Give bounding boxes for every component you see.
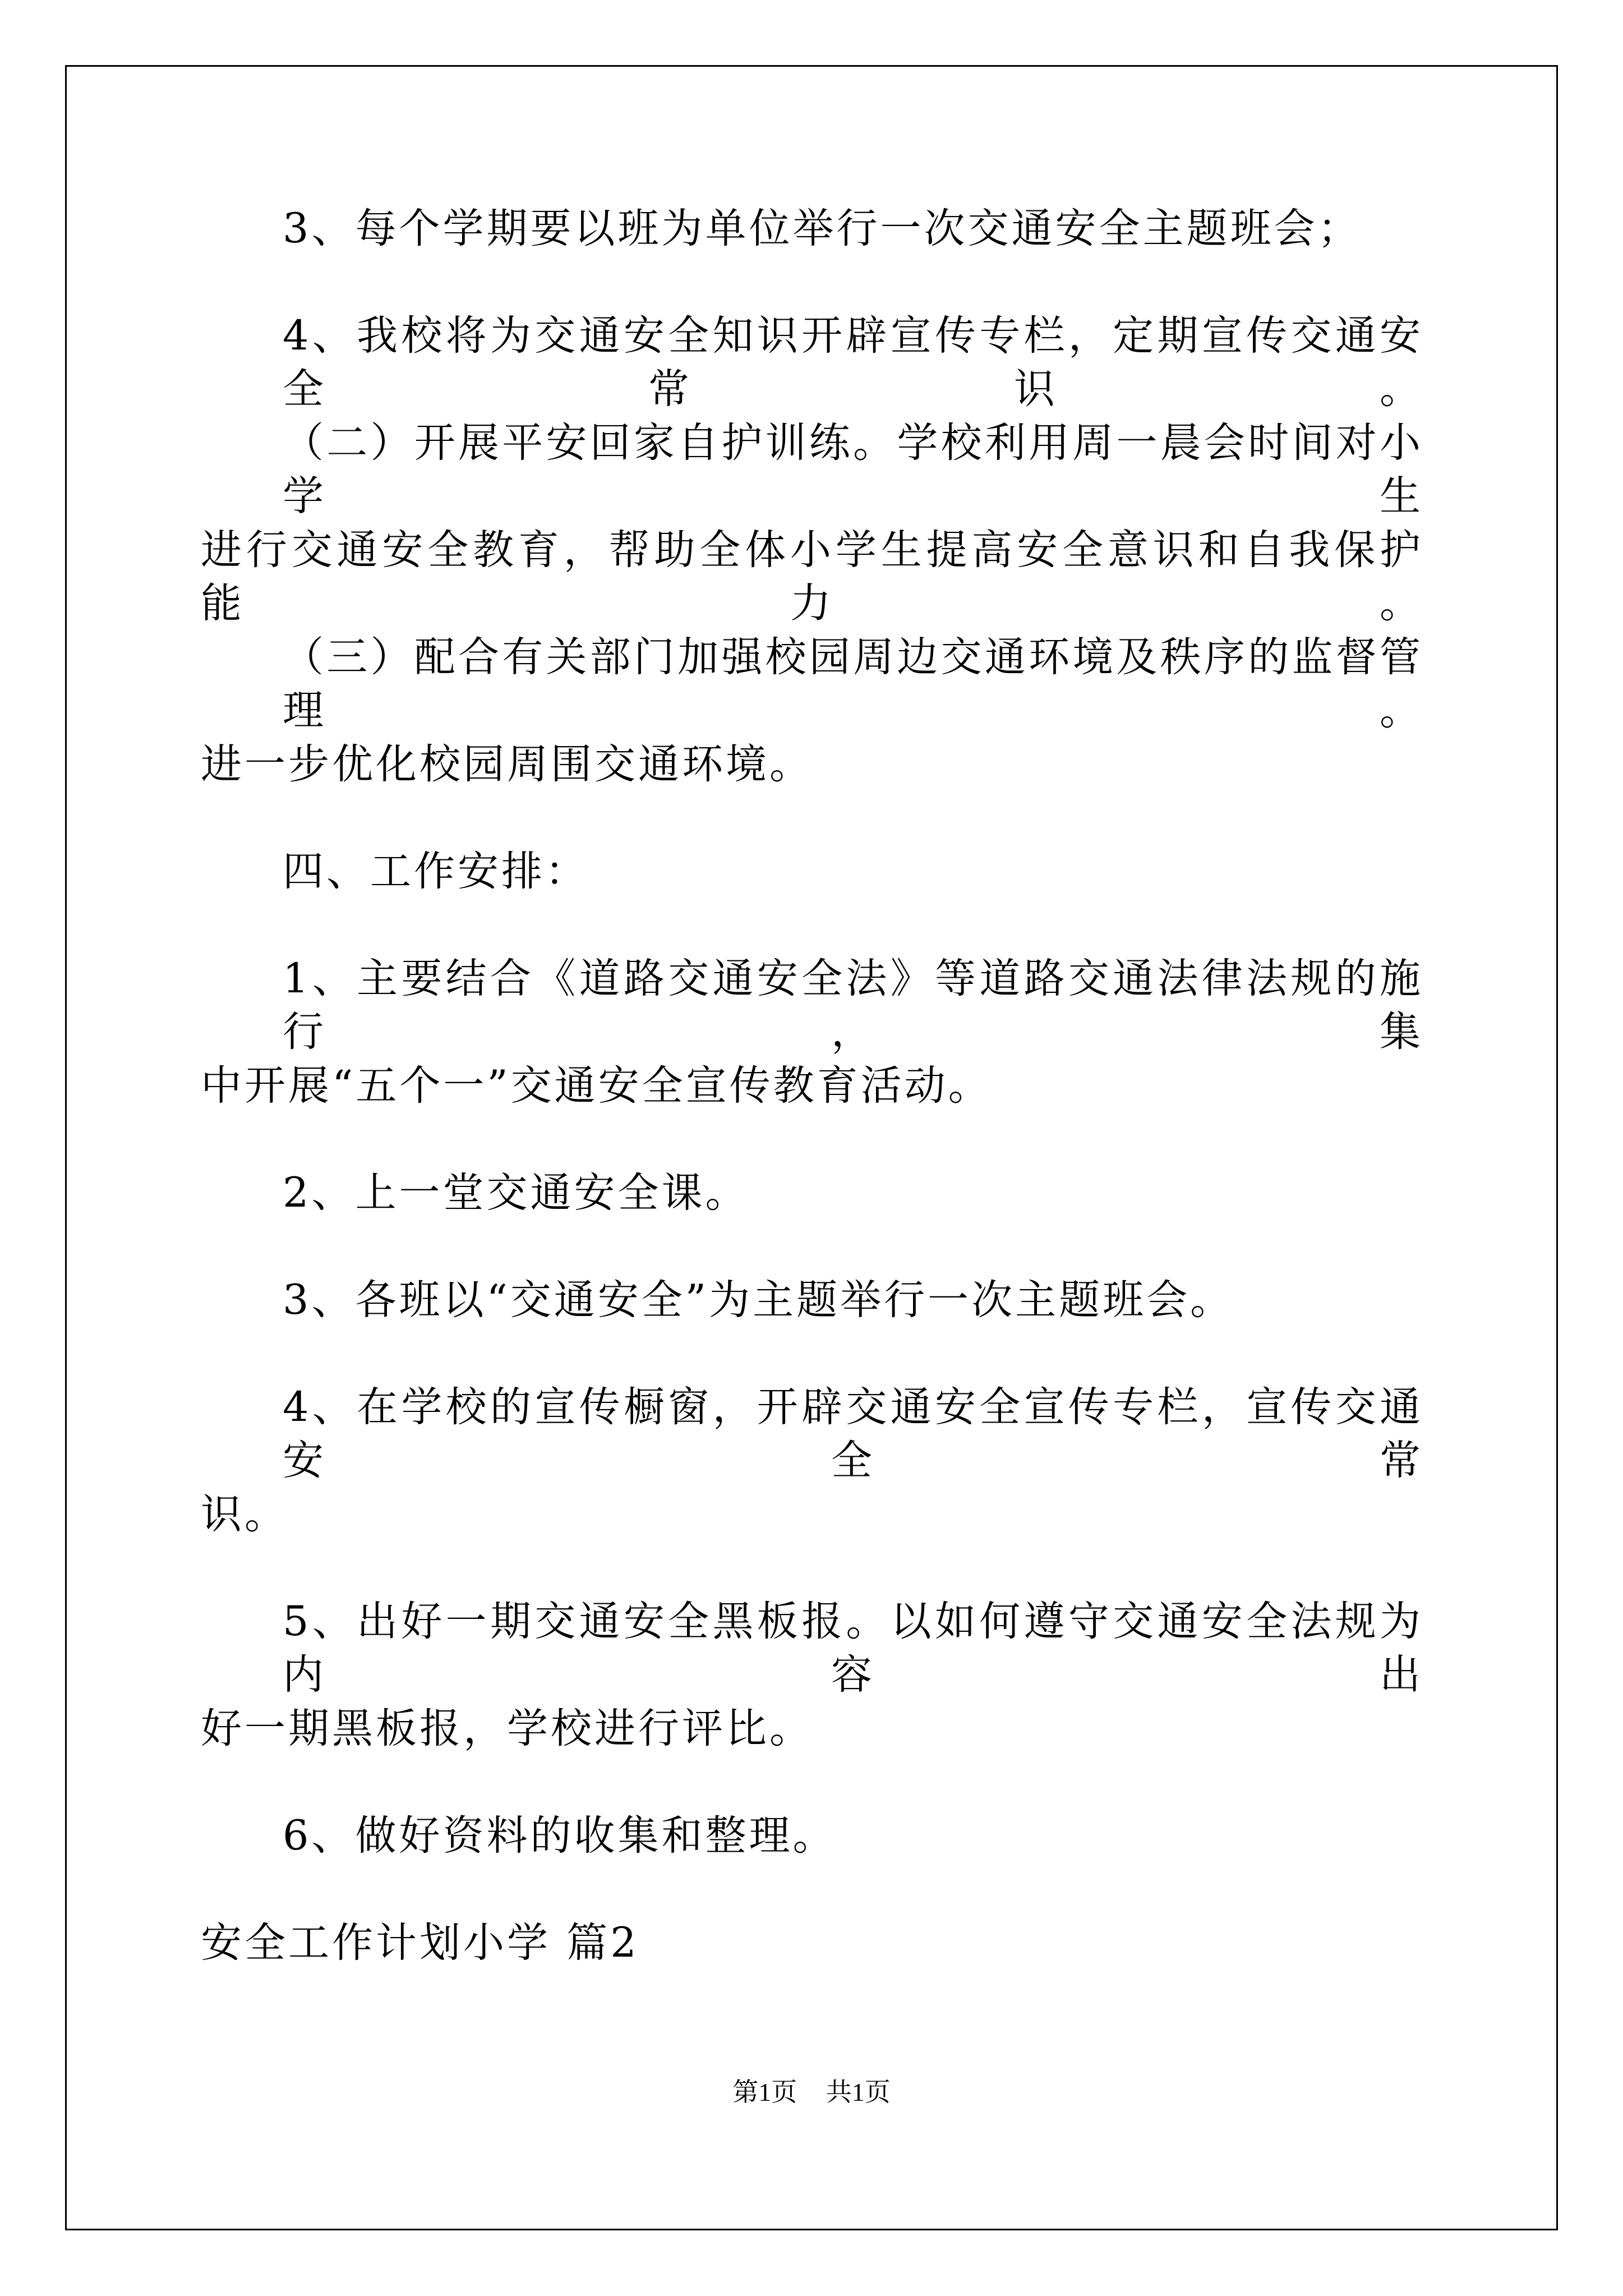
paragraph-line: 4、我校将为交通安全知识开辟宣传专栏，定期宣传交通安全常识。: [283, 312, 1423, 413]
paragraph-line: （二）开展平安回家自护训练。学校利用周一晨会时间对小学生: [283, 419, 1423, 520]
section-heading: 四、工作安排：: [283, 848, 589, 895]
paragraph-line: 1、主要结合《道路交通安全法》等道路交通法律法规的施行，集: [283, 955, 1423, 1056]
paragraph-line: 进行交通安全教育，帮助全体小学生提高安全意识和自我保护能力。: [201, 526, 1423, 627]
paragraph-line: 4、在学校的宣传橱窗，开辟交通安全宣传专栏，宣传交通安全常: [283, 1383, 1423, 1484]
paragraph-line: （三）配合有关部门加强校园周边交通环境及秩序的监督管理。: [283, 633, 1423, 734]
paragraph-line: 好一期黑板报，学校进行评比。: [201, 1705, 813, 1752]
section-title: 安全工作计划小学 篇2: [201, 1919, 639, 1967]
paragraph-line: 6、做好资料的收集和整理。: [283, 1812, 837, 1860]
paragraph-line: 5、出好一期交通安全黑板报。以如何遵守交通安全法规为内容出: [283, 1598, 1423, 1699]
paragraph-line: 中开展“五个一”交通安全宣传教育活动。: [201, 1062, 992, 1110]
paragraph-line: 3、每个学期要以班为单位举行一次交通安全主题班会；: [283, 205, 1362, 252]
paragraph-line: 识。: [201, 1490, 288, 1538]
page-number: 第1页: [732, 2078, 797, 2106]
page-total: 共1页: [826, 2078, 891, 2106]
paragraph-line: 进一步优化校园周围交通环境。: [201, 740, 813, 788]
paragraph-line: 3、各班以“交通安全”为主题举行一次主题班会。: [283, 1276, 1234, 1324]
paragraph-line: 2、上一堂交通安全课。: [283, 1169, 749, 1217]
document-body: [201, 202, 1423, 2023]
page-footer: [0, 2076, 1623, 2109]
